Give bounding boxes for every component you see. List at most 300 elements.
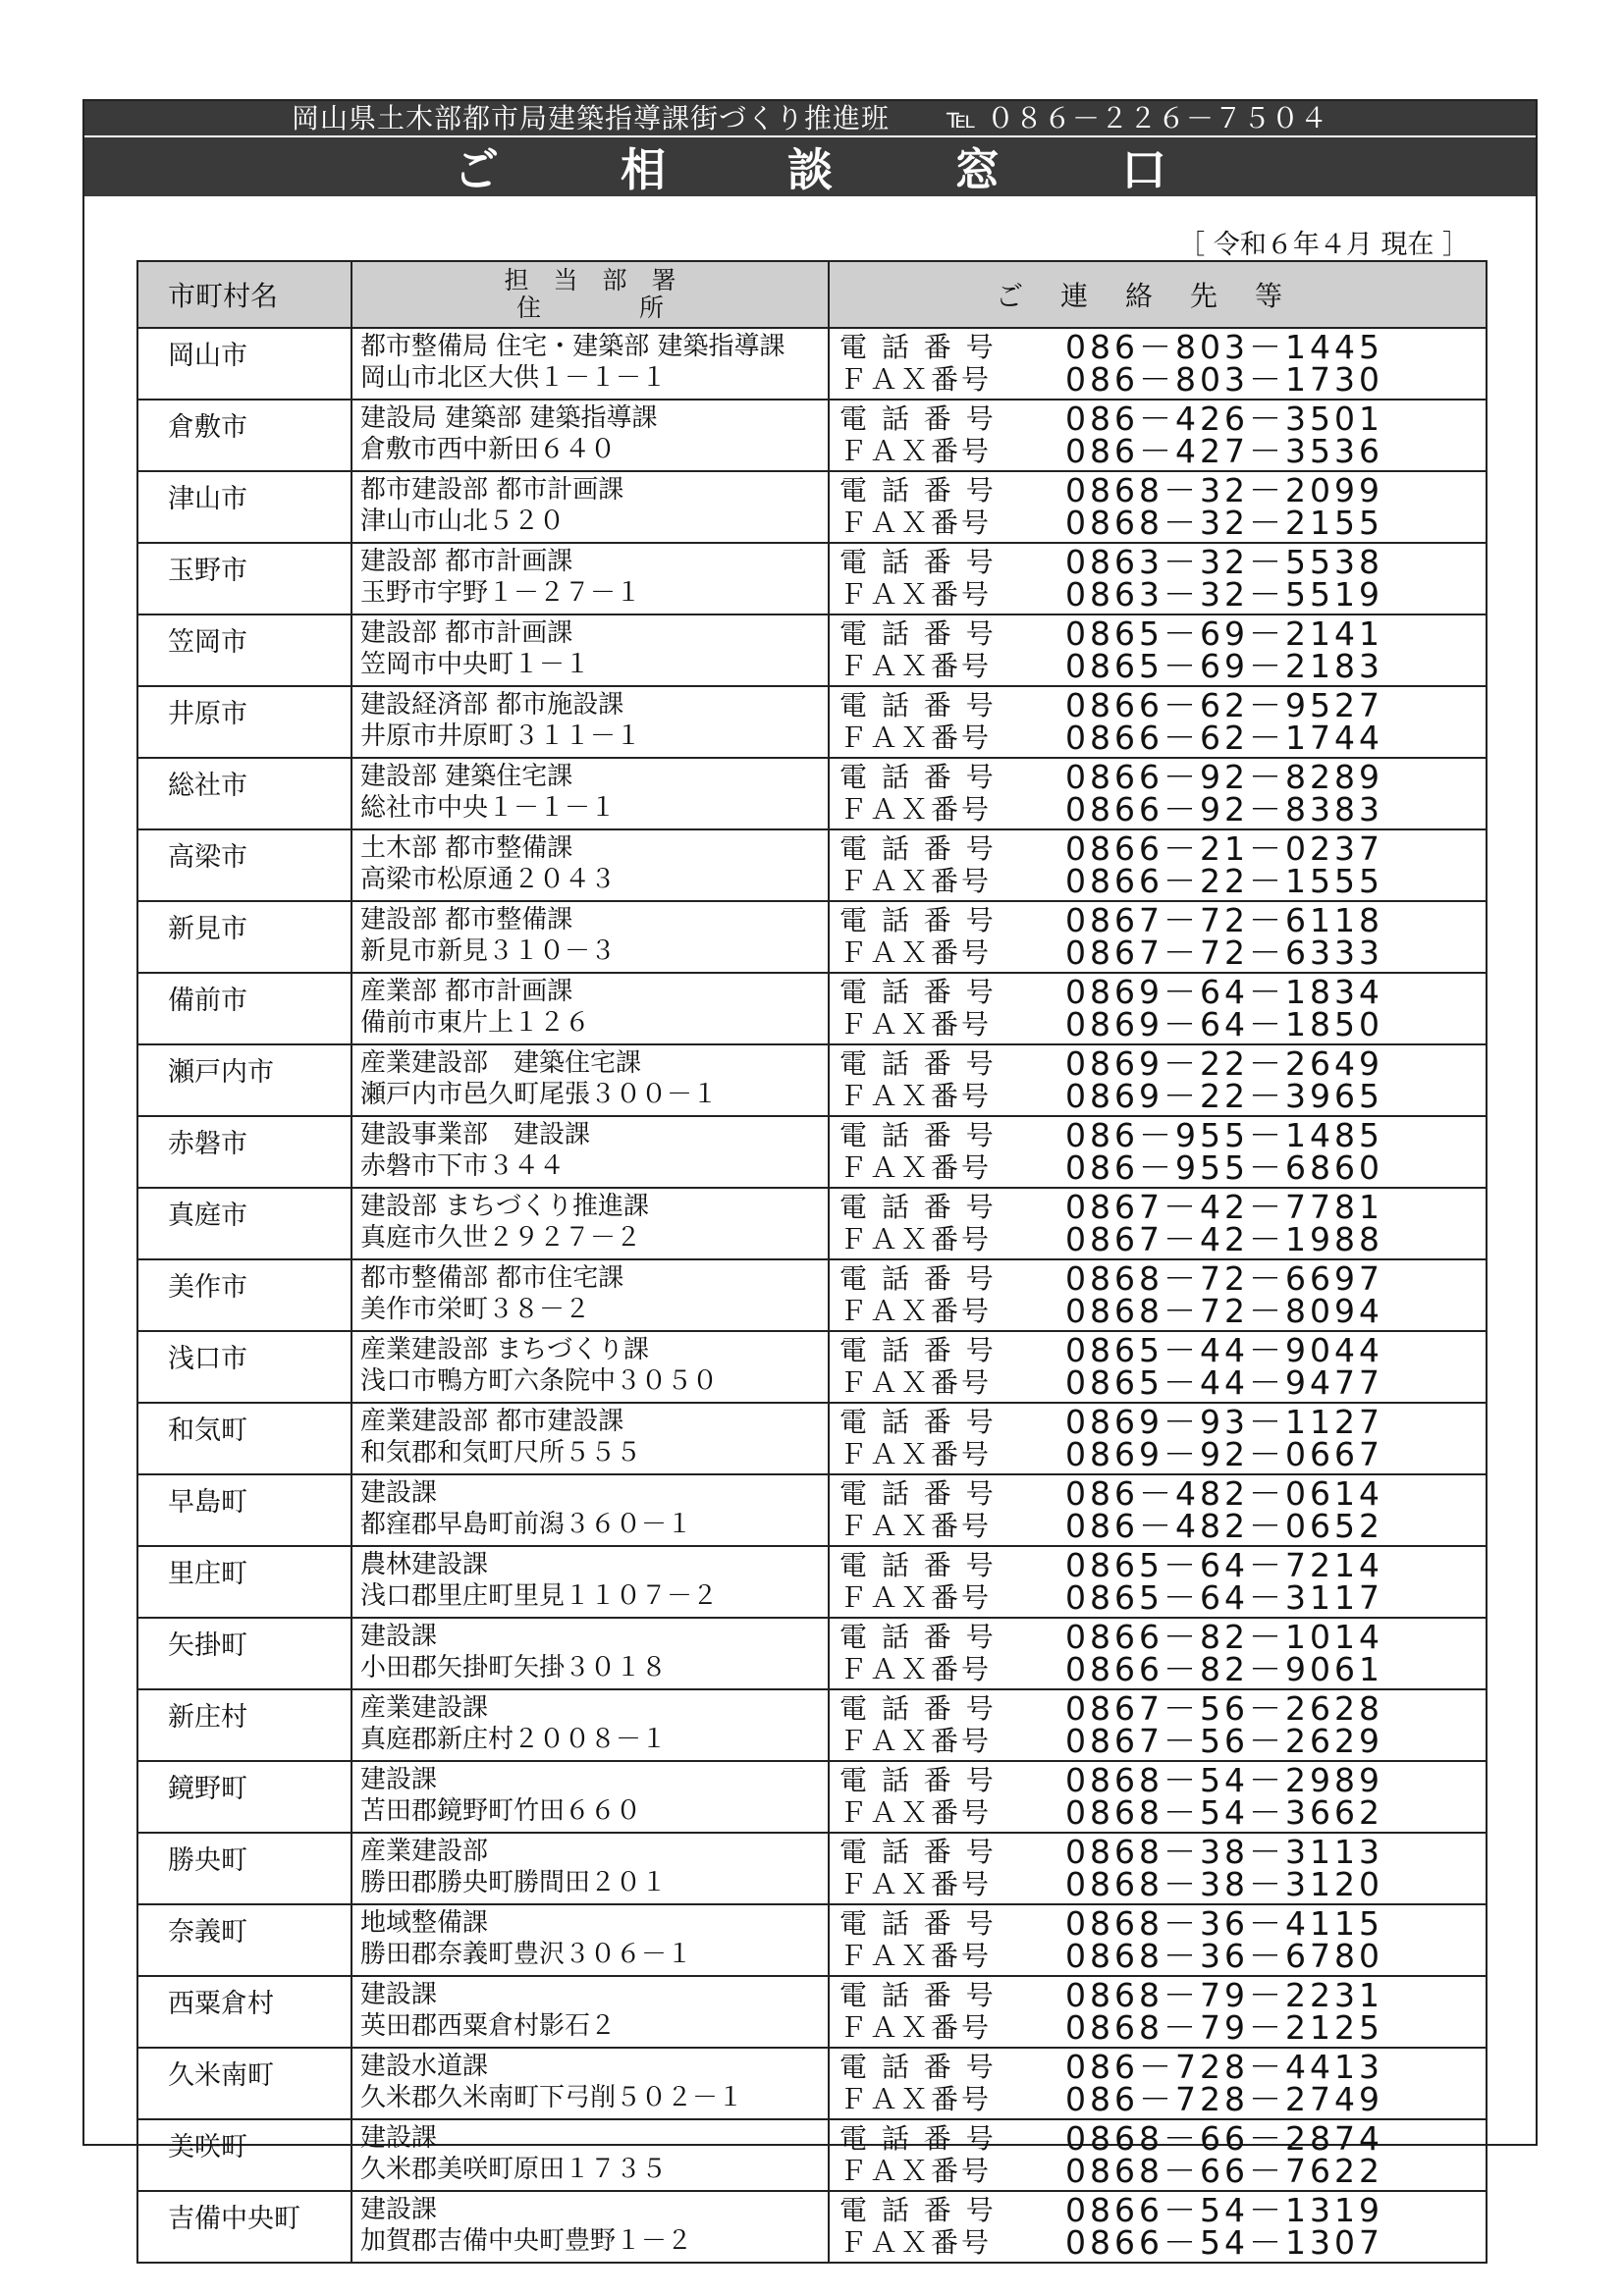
- department-name: 産業建設課: [360, 1693, 489, 1723]
- municipality-cell: 新見市: [137, 901, 352, 973]
- department-name: 建設課: [360, 1622, 438, 1651]
- municipality-cell: 総社市: [137, 758, 352, 829]
- table-row: [137, 471, 1487, 543]
- fax-label: ＦＡＸ番号: [839, 2010, 993, 2044]
- fax-row: [839, 934, 1486, 972]
- phone-label: 電 話 番 号: [839, 1405, 997, 1438]
- municipality-cell: 勝央町: [137, 1833, 352, 1904]
- phone-label: 電 話 番 号: [839, 2050, 997, 2083]
- address: 久米郡美咲町原田１７３５: [360, 2155, 668, 2184]
- fax-row: [839, 1005, 1486, 1043]
- department-cell: [352, 1689, 829, 1761]
- municipality-cell: 久米南町: [137, 2048, 352, 2119]
- phone-number: 0868－66－2874: [1065, 2119, 1383, 2158]
- phone-number: 0869－22－2649: [1065, 1044, 1383, 1083]
- fax-label: ＦＡＸ番号: [839, 1724, 993, 1757]
- phone-label: 電 話 番 号: [839, 1978, 997, 2011]
- phone-number: 0869－93－1127: [1065, 1403, 1383, 1441]
- address: 勝田郡勝央町勝間田２０１: [360, 1868, 668, 1897]
- phone-number: 086－803－1445: [1065, 328, 1383, 366]
- department-name: 建設部 都市整備課: [360, 905, 573, 934]
- phone-label: 電 話 番 号: [839, 2193, 997, 2226]
- contact-cell: [829, 1188, 1487, 1259]
- fax-label: ＦＡＸ番号: [839, 935, 993, 969]
- fax-row: [839, 1865, 1486, 1903]
- phone-label: 電 話 番 号: [839, 330, 997, 363]
- department-name: 産業建設部 都市建設課: [360, 1407, 624, 1436]
- fax-label: ＦＡＸ番号: [839, 2225, 993, 2259]
- municipality-cell: 真庭市: [137, 1188, 352, 1259]
- fax-label: ＦＡＸ番号: [839, 1652, 993, 1685]
- fax-number: 086－803－1730: [1065, 360, 1383, 399]
- org-contact-line: 岡山県土木部都市局建築指導課街づくり推進班 ℡ ０８６－２２６－７５０４: [84, 101, 1536, 135]
- fax-label: ＦＡＸ番号: [839, 1150, 993, 1184]
- department-cell: [352, 973, 829, 1044]
- municipality-cell: 岡山市: [137, 328, 352, 400]
- fax-label: ＦＡＸ番号: [839, 2082, 993, 2115]
- contact-cell: [829, 2191, 1487, 2263]
- contact-cell: [829, 1546, 1487, 1618]
- table-row: [137, 2119, 1487, 2191]
- department-cell: [352, 686, 829, 758]
- address: 高梁市松原通２０４３: [360, 865, 617, 894]
- contact-cell: [829, 328, 1487, 400]
- table-row: [137, 2191, 1487, 2263]
- fax-number: 0866－92－8383: [1065, 790, 1383, 828]
- department-cell: [352, 901, 829, 973]
- fax-number: 0866－62－1744: [1065, 719, 1383, 757]
- department-cell: [352, 2191, 829, 2263]
- fax-row: [839, 1507, 1486, 1545]
- fax-number: 086－955－6860: [1065, 1148, 1383, 1187]
- fax-number: 0866－82－9061: [1065, 1650, 1383, 1688]
- fax-label: ＦＡＸ番号: [839, 434, 993, 467]
- fax-label: ＦＡＸ番号: [839, 1365, 993, 1399]
- department-cell: [352, 1116, 829, 1188]
- department-name: 建設部 まちづくり推進課: [360, 1192, 650, 1221]
- department-name: 建設経済部 都市施設課: [360, 690, 624, 720]
- fax-label: ＦＡＸ番号: [839, 1079, 993, 1112]
- phone-label: 電 話 番 号: [839, 1763, 997, 1796]
- contact-cell: [829, 1618, 1487, 1689]
- phone-number: 0863－32－5538: [1065, 543, 1383, 581]
- header-contact: ご連絡先等: [829, 261, 1487, 328]
- fax-number: 0869－92－0667: [1065, 1435, 1383, 1473]
- department-name: 都市整備部 都市住宅課: [360, 1263, 624, 1293]
- fax-label: ＦＡＸ番号: [839, 1509, 993, 1542]
- fax-number: 0868－32－2155: [1065, 504, 1383, 542]
- phone-number: 086－426－3501: [1065, 400, 1383, 438]
- fax-number: 0867－72－6333: [1065, 934, 1383, 972]
- phone-number: 0866－54－1319: [1065, 2191, 1383, 2229]
- phone-number: 0867－42－7781: [1065, 1188, 1383, 1226]
- contact-cell: [829, 2048, 1487, 2119]
- phone-label: 電 話 番 号: [839, 688, 997, 721]
- fax-number: 0863－32－5519: [1065, 575, 1383, 614]
- fax-label: ＦＡＸ番号: [839, 792, 993, 826]
- table-row: [137, 1474, 1487, 1546]
- address: 美作市栄町３８－２: [360, 1295, 591, 1324]
- fax-row: [839, 360, 1486, 399]
- phone-label: 電 話 番 号: [839, 401, 997, 435]
- fax-number: 086－728－2749: [1065, 2080, 1383, 2118]
- department-cell: [352, 543, 829, 614]
- department-name: 建設事業部 建設課: [360, 1120, 591, 1149]
- fax-number: 0868－79－2125: [1065, 2008, 1383, 2047]
- department-name: 建設課: [360, 1765, 438, 1794]
- phone-number: 0868－32－2099: [1065, 471, 1383, 509]
- municipality-cell: 奈義町: [137, 1904, 352, 1976]
- phone-number: 0865－69－2141: [1065, 614, 1383, 653]
- phone-number: 086－728－4413: [1065, 2048, 1383, 2086]
- fax-row: [839, 1435, 1486, 1473]
- fax-label: ＦＡＸ番号: [839, 1437, 993, 1470]
- phone-number: 0868－36－4115: [1065, 1904, 1383, 1943]
- department-cell: [352, 328, 829, 400]
- department-name: 建設局 建築部 建築指導課: [360, 403, 658, 433]
- address: 真庭市久世２９２７－２: [360, 1223, 642, 1253]
- address: 久米郡久米南町下弓削５０２－１: [360, 2083, 744, 2112]
- phone-number: 0866－82－1014: [1065, 1618, 1383, 1656]
- fax-number: 0866－54－1307: [1065, 2223, 1383, 2262]
- fax-row: [839, 2080, 1486, 2118]
- fax-number: 0868－36－6780: [1065, 1937, 1383, 1975]
- municipality-cell: 吉備中央町: [137, 2191, 352, 2263]
- fax-row: [839, 647, 1486, 685]
- fax-number: 086－482－0652: [1065, 1507, 1383, 1545]
- fax-label: ＦＡＸ番号: [839, 1867, 993, 1900]
- fax-label: ＦＡＸ番号: [839, 577, 993, 611]
- municipality-cell: 里庄町: [137, 1546, 352, 1618]
- title-char: 窓: [954, 143, 1000, 196]
- department-cell: [352, 1474, 829, 1546]
- department-name: 都市建設部 都市計画課: [360, 475, 624, 505]
- fax-label: ＦＡＸ番号: [839, 1294, 993, 1327]
- table-row: [137, 1403, 1487, 1474]
- fax-row: [839, 1578, 1486, 1617]
- table-row: [137, 686, 1487, 758]
- department-cell: [352, 1618, 829, 1689]
- fax-label: ＦＡＸ番号: [839, 649, 993, 682]
- department-name: 建設部 建築住宅課: [360, 762, 573, 791]
- municipality-cell: 鏡野町: [137, 1761, 352, 1833]
- municipality-cell: 赤磐市: [137, 1116, 352, 1188]
- municipality-cell: 玉野市: [137, 543, 352, 614]
- phone-number: 0865－64－7214: [1065, 1546, 1383, 1584]
- department-name: 建設課: [360, 1980, 438, 2009]
- contact-cell: [829, 1259, 1487, 1331]
- municipality-cell: 美咲町: [137, 2119, 352, 2191]
- municipality-cell: 津山市: [137, 471, 352, 543]
- document-frame: [82, 99, 1538, 2262]
- fax-number: 0868－66－7622: [1065, 2152, 1383, 2190]
- contact-cell: [829, 1474, 1487, 1546]
- department-name: 建設部 都市計画課: [360, 618, 573, 648]
- fax-row: [839, 862, 1486, 900]
- contact-cell: [829, 758, 1487, 829]
- table-row: [137, 543, 1487, 614]
- address: 浅口市鴨方町六条院中３０５０: [360, 1366, 719, 1396]
- phone-label: 電 話 番 号: [839, 975, 997, 1008]
- as-of-date: ［ 令和６年４月 現在 ］: [1178, 230, 1469, 260]
- phone-label: 電 話 番 号: [839, 760, 997, 793]
- department-name: 産業建設部 建築住宅課: [360, 1048, 642, 1078]
- department-cell: [352, 1904, 829, 1976]
- fax-number: 0867－42－1988: [1065, 1220, 1383, 1258]
- fax-row: [839, 790, 1486, 828]
- phone-number: 0868－72－6697: [1065, 1259, 1383, 1298]
- address: 都窪郡早島町前潟３６０－１: [360, 1510, 693, 1539]
- fax-number: 0865－44－9477: [1065, 1363, 1383, 1402]
- address: 津山市山北５２０: [360, 507, 566, 536]
- address: 総社市中央１－１－１: [360, 793, 617, 823]
- header-department: 担 当 部 署: [504, 266, 676, 294]
- phone-number: 0869－64－1834: [1065, 973, 1383, 1011]
- department-name: 産業部 都市計画課: [360, 977, 573, 1006]
- table-row: [137, 400, 1487, 471]
- fax-number: 086－427－3536: [1065, 432, 1383, 470]
- address: 備前市東片上１２６: [360, 1008, 591, 1038]
- department-name: 建設水道課: [360, 2052, 489, 2081]
- fax-label: ＦＡＸ番号: [839, 362, 993, 396]
- table-row: [137, 1904, 1487, 1976]
- department-cell: [352, 400, 829, 471]
- title-char: 談: [787, 143, 833, 196]
- fax-row: [839, 2152, 1486, 2190]
- address: 浅口郡里庄町里見１１０７－２: [360, 1581, 719, 1611]
- fax-number: 0865－64－3117: [1065, 1578, 1383, 1617]
- department-cell: [352, 829, 829, 901]
- fax-number: 0869－64－1850: [1065, 1005, 1383, 1043]
- page-title: [84, 135, 1536, 196]
- municipality-cell: 矢掛町: [137, 1618, 352, 1689]
- title-char: 口: [1121, 143, 1166, 196]
- phone-label: 電 話 番 号: [839, 616, 997, 650]
- phone-number: 0868－38－3113: [1065, 1833, 1383, 1871]
- fax-row: [839, 2008, 1486, 2047]
- phone-number: 0868－54－2989: [1065, 1761, 1383, 1799]
- table-row: [137, 1546, 1487, 1618]
- table-row: [137, 1259, 1487, 1331]
- table-row: [137, 973, 1487, 1044]
- header-department-address: [352, 261, 829, 328]
- department-name: 建設課: [360, 1478, 438, 1508]
- phone-number: 0866－92－8289: [1065, 758, 1383, 796]
- address: 新見市新見３１０－３: [360, 936, 617, 966]
- phone-number: 0865－44－9044: [1065, 1331, 1383, 1369]
- contact-table: [136, 260, 1488, 2264]
- fax-label: ＦＡＸ番号: [839, 1795, 993, 1829]
- contact-cell: [829, 1689, 1487, 1761]
- municipality-cell: 高梁市: [137, 829, 352, 901]
- department-cell: [352, 2048, 829, 2119]
- department-cell: [352, 1833, 829, 1904]
- fax-row: [839, 1077, 1486, 1115]
- phone-label: 電 話 番 号: [839, 1835, 997, 1868]
- fax-label: ＦＡＸ番号: [839, 1007, 993, 1041]
- table-row: [137, 1976, 1487, 2048]
- fax-label: ＦＡＸ番号: [839, 2154, 993, 2187]
- phone-label: 電 話 番 号: [839, 473, 997, 507]
- contact-cell: [829, 1331, 1487, 1403]
- department-name: 産業建設部 まちづくり課: [360, 1335, 650, 1364]
- department-name: 都市整備局 住宅・建築部 建築指導課: [360, 332, 785, 361]
- title-char: 相: [621, 143, 666, 196]
- department-name: 建設課: [360, 2123, 438, 2153]
- department-cell: [352, 758, 829, 829]
- department-cell: [352, 1546, 829, 1618]
- contact-cell: [829, 686, 1487, 758]
- address: 加賀郡吉備中央町豊野１－２: [360, 2226, 693, 2256]
- fax-label: ＦＡＸ番号: [839, 1580, 993, 1614]
- fax-number: 0869－22－3965: [1065, 1077, 1383, 1115]
- phone-label: 電 話 番 号: [839, 545, 997, 578]
- phone-number: 0868－79－2231: [1065, 1976, 1383, 2014]
- municipality-cell: 早島町: [137, 1474, 352, 1546]
- phone-label: 電 話 番 号: [839, 831, 997, 865]
- phone-label: 電 話 番 号: [839, 1476, 997, 1510]
- contact-cell: [829, 1761, 1487, 1833]
- table-row: [137, 2048, 1487, 2119]
- table-row: [137, 1761, 1487, 1833]
- fax-label: ＦＡＸ番号: [839, 721, 993, 754]
- address: 玉野市宇野１－２７－１: [360, 578, 642, 608]
- department-cell: [352, 2119, 829, 2191]
- phone-number: 0866－62－9527: [1065, 686, 1383, 724]
- phone-label: 電 話 番 号: [839, 2121, 997, 2155]
- department-cell: [352, 471, 829, 543]
- table-header-row: [137, 261, 1487, 328]
- fax-row: [839, 1650, 1486, 1688]
- phone-label: 電 話 番 号: [839, 1620, 997, 1653]
- fax-label: ＦＡＸ番号: [839, 506, 993, 539]
- table-row: [137, 1618, 1487, 1689]
- phone-label: 電 話 番 号: [839, 1261, 997, 1295]
- fax-number: 0868－54－3662: [1065, 1793, 1383, 1832]
- department-name: 土木部 都市整備課: [360, 833, 573, 863]
- address: 赤磐市下市３４４: [360, 1151, 566, 1181]
- department-name: 農林建設課: [360, 1550, 489, 1579]
- contact-cell: [829, 2119, 1487, 2191]
- municipality-cell: 倉敷市: [137, 400, 352, 471]
- table-row: [137, 829, 1487, 901]
- table-row: [137, 614, 1487, 686]
- fax-row: [839, 1793, 1486, 1832]
- address: 瀬戸内市邑久町尾張３００－１: [360, 1080, 719, 1109]
- contact-cell: [829, 543, 1487, 614]
- fax-row: [839, 504, 1486, 542]
- address: 苫田郡鏡野町竹田６６０: [360, 1796, 642, 1826]
- municipality-cell: 和気町: [137, 1403, 352, 1474]
- fax-row: [839, 1292, 1486, 1330]
- header-address: 住 所: [515, 294, 664, 322]
- address: 真庭郡新庄村２００８－１: [360, 1725, 668, 1754]
- phone-label: 電 話 番 号: [839, 1046, 997, 1080]
- fax-label: ＦＡＸ番号: [839, 1222, 993, 1255]
- fax-row: [839, 1220, 1486, 1258]
- contact-cell: [829, 614, 1487, 686]
- phone-label: 電 話 番 号: [839, 903, 997, 936]
- fax-row: [839, 1363, 1486, 1402]
- fax-row: [839, 2223, 1486, 2262]
- fax-row: [839, 1148, 1486, 1187]
- phone-label: 電 話 番 号: [839, 1906, 997, 1940]
- fax-number: 0865－69－2183: [1065, 647, 1383, 685]
- phone-label: 電 話 番 号: [839, 1333, 997, 1366]
- table-row: [137, 1331, 1487, 1403]
- table-row: [137, 1116, 1487, 1188]
- fax-number: 0868－38－3120: [1065, 1865, 1383, 1903]
- header-municipality: 市町村名: [137, 261, 352, 328]
- contact-cell: [829, 1116, 1487, 1188]
- address: 英田郡西粟倉村影石２: [360, 2011, 617, 2041]
- contact-cell: [829, 1976, 1487, 2048]
- phone-label: 電 話 番 号: [839, 1548, 997, 1581]
- table-row: [137, 328, 1487, 400]
- department-name: 産業建設部: [360, 1837, 489, 1866]
- municipality-cell: 新庄村: [137, 1689, 352, 1761]
- phone-label: 電 話 番 号: [839, 1118, 997, 1151]
- department-cell: [352, 1331, 829, 1403]
- municipality-cell: 浅口市: [137, 1331, 352, 1403]
- department-name: 地域整備課: [360, 1908, 489, 1938]
- municipality-cell: 笠岡市: [137, 614, 352, 686]
- address: 笠岡市中央町１－１: [360, 650, 591, 679]
- fax-number: 0867－56－2629: [1065, 1722, 1383, 1760]
- municipality-cell: 西粟倉村: [137, 1976, 352, 2048]
- table-row: [137, 901, 1487, 973]
- contact-cell: [829, 1833, 1487, 1904]
- phone-label: 電 話 番 号: [839, 1691, 997, 1725]
- contact-cell: [829, 829, 1487, 901]
- fax-label: ＦＡＸ番号: [839, 864, 993, 897]
- address: 和気郡和気町尺所５５５: [360, 1438, 642, 1468]
- fax-row: [839, 575, 1486, 614]
- phone-number: 086－482－0614: [1065, 1474, 1383, 1513]
- department-cell: [352, 1976, 829, 2048]
- contact-cell: [829, 471, 1487, 543]
- fax-row: [839, 719, 1486, 757]
- contact-cell: [829, 901, 1487, 973]
- phone-number: 0867－72－6118: [1065, 901, 1383, 939]
- department-name: 建設課: [360, 2195, 438, 2224]
- title-char: ご: [454, 143, 499, 196]
- fax-row: [839, 1937, 1486, 1975]
- department-cell: [352, 1403, 829, 1474]
- contact-cell: [829, 400, 1487, 471]
- address: 岡山市北区大供１－１－１: [360, 363, 668, 393]
- department-cell: [352, 1761, 829, 1833]
- municipality-cell: 備前市: [137, 973, 352, 1044]
- department-cell: [352, 1188, 829, 1259]
- phone-number: 086－955－1485: [1065, 1116, 1383, 1154]
- municipality-cell: 瀬戸内市: [137, 1044, 352, 1116]
- contact-cell: [829, 973, 1487, 1044]
- table-row: [137, 1044, 1487, 1116]
- table-row: [137, 1689, 1487, 1761]
- contact-cell: [829, 1403, 1487, 1474]
- phone-number: 0867－56－2628: [1065, 1689, 1383, 1728]
- table-row: [137, 758, 1487, 829]
- table-row: [137, 1833, 1487, 1904]
- contact-cell: [829, 1044, 1487, 1116]
- fax-label: ＦＡＸ番号: [839, 1939, 993, 1972]
- fax-row: [839, 432, 1486, 470]
- address: 井原市井原町３１１－１: [360, 721, 642, 751]
- department-name: 建設部 都市計画課: [360, 547, 573, 576]
- phone-number: 0866－21－0237: [1065, 829, 1383, 868]
- fax-row: [839, 1722, 1486, 1760]
